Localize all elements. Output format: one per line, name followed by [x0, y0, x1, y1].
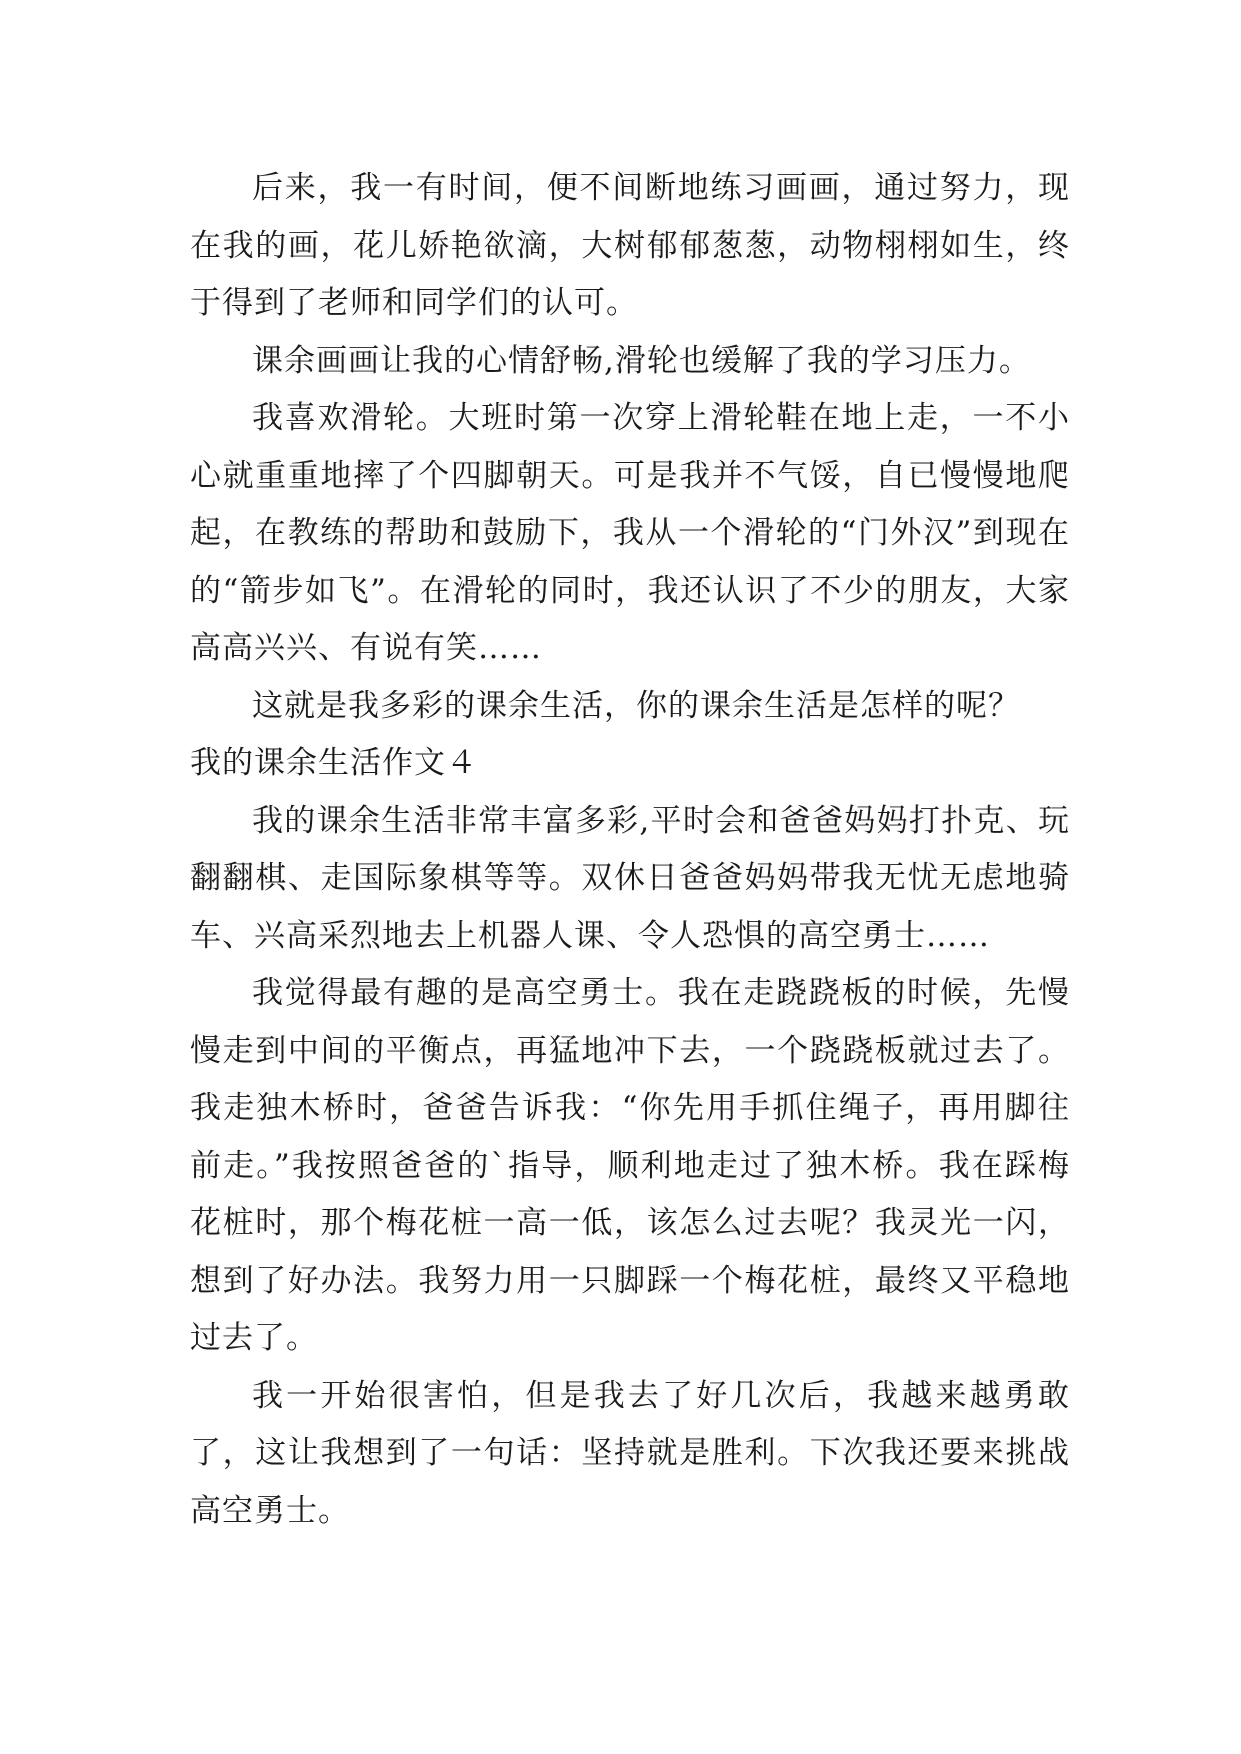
paragraph: 我一开始很害怕，但是我去了好几次后，我越来越勇敢了，这让我想到了一句话：坚持就是胜利。下次我还要来挑战高空勇士。: [190, 1377, 1070, 1529]
paragraph: 我觉得最有趣的是高空勇士。我在走跷跷板的时候，先慢慢走到中间的平衡点，再猛地冲下去，一个跷跷板就过去了。我走独木桥时，爸爸告诉我：“你先用手抓住绳子，再用脚往前走。”我按照爸爸的`指导，顺利地走过了独木桥。我在踩梅花桩时，那个梅花桩一高一低，该怎么过去呢？我灵光一闪，想到了好办法。我努力用一只脚踩一个梅花桩，最终又平稳地过去了。: [190, 975, 1070, 1356]
paragraph: 我喜欢滑轮。大班时第一次穿上滑轮鞋在地上走，一不小心就重重地摔了个四脚朝天。可是我并不气馁，自已慢慢地爬起，在教练的帮助和鼓励下，我从一个滑轮的“门外汉”到现在的“箭步如飞”。在滑轮的同时，我还认识了不少的朋友，大家高高兴兴、有说有笑……: [190, 400, 1070, 666]
paragraph: 我的课余生活非常丰富多彩,平时会和爸爸妈妈打扑克、玩翻翻棋、走国际象棋等等。双休日爸爸妈妈带我无忧无虑地骑车、兴高采烈地去上机器人课、令人恐惧的高空勇士……: [190, 802, 1070, 954]
document-body: [190, 160, 1070, 1540]
paragraph: 后来，我一有时间，便不间断地练习画画，通过努力，现在我的画，花儿娇艳欲滴，大树郁郁葱葱，动物栩栩如生，终于得到了老师和同学们的认可。: [190, 170, 1070, 321]
paragraph: 这就是我多彩的课余生活，你的课余生活是怎样的呢？: [252, 687, 1020, 724]
section-heading: 我的课余生活作文４: [190, 745, 478, 781]
paragraph: 课余画画让我的心情舒畅,滑轮也缓解了我的学习压力。: [252, 342, 1031, 379]
